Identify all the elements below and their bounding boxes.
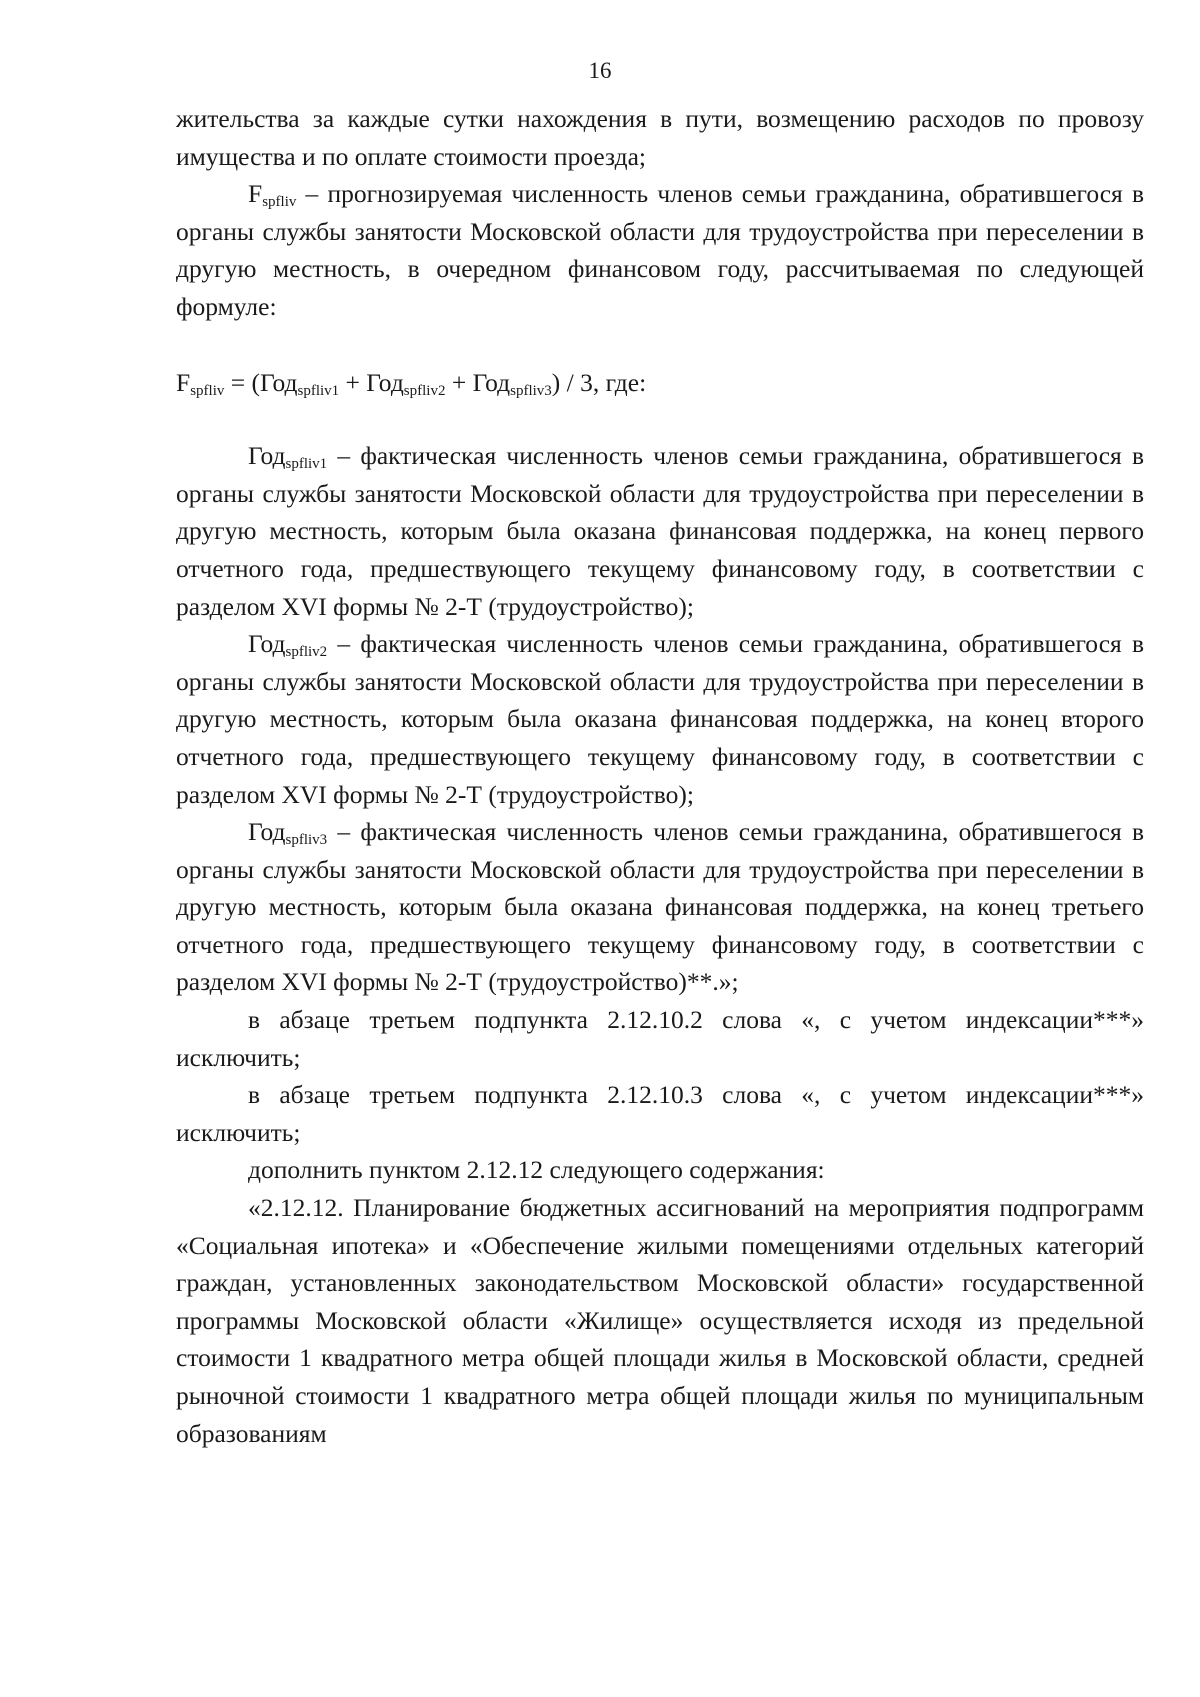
formula-term-2: Год [366, 367, 404, 397]
symbol-god-3: Год [248, 817, 286, 847]
symbol-god-2: Год [248, 629, 286, 659]
definition-text: – фактическая численность членов семьи гражданина, обратившегося в органы службы занятости Московской области для трудоустройства при переселении в другую местность, которым была оказана финансовая поддержка, на конец второго отчетного года, предшествующего текущему финансовому году, в соответствии с разделом XVI формы № 2-Т (трудоустройство); [176, 629, 1144, 809]
paragraph-exclusion-2-12-10-2: в абзаце третьем подпункта 2.12.10.2 слова «, с учетом индексации***» исключить; [176, 1005, 1144, 1072]
formula-plus-2: + [445, 367, 473, 397]
symbol-f: F [248, 179, 263, 209]
formula-term-3: Год [472, 367, 511, 397]
symbol-subscript: spfliv [262, 194, 297, 211]
paragraph-god2-definition [176, 625, 1144, 813]
formula-lhs: F [176, 367, 191, 397]
symbol-god-1: Год [248, 441, 286, 471]
symbol-god-3-subscript: spfliv3 [285, 832, 328, 849]
definition-text: – прогнозируемая численность членов семьи гражданина, обратившегося в органы службы занятости Московской области для трудоустройства при переселении в другую местность, в очередном финансовом году, рассчитываемая по следующей формуле: [176, 179, 1144, 321]
formula-lhs-subscript: spfliv [190, 382, 225, 399]
formula [176, 364, 1144, 402]
paragraph-fspfliv-definition [176, 175, 1144, 325]
definition-text: – фактическая численность членов семьи гражданина, обратившегося в органы службы занятости Московской области для трудоустройства при переселении в другую местность, которым была оказана финансовая поддержка, на конец первого отчетного года, предшествующего текущему финансовому году, в соответствии с разделом XVI формы № 2-Т (трудоустройство); [176, 441, 1144, 621]
paragraph-exclusion-2-12-10-3: в абзаце третьем подпункта 2.12.10.3 слова «, с учетом индексации***» исключить; [176, 1080, 1144, 1147]
symbol-god-1-subscript: spfliv1 [285, 456, 328, 473]
formula-term-1-subscript: spfliv1 [297, 382, 340, 399]
formula-plus-1: + [339, 367, 367, 397]
formula-tail: ) / 3, где: [551, 367, 647, 397]
formula-equals: = ( [224, 367, 260, 397]
definition-text: – фактическая численность членов семьи гражданина, обратившегося в органы службы занятости Московской области для трудоустройства при переселении в другую местность, которым была оказана финансовая поддержка, на конец третьего отчетного года, предшествующего текущему финансовому году, в соответствии с разделом XVI формы № 2-Т (трудоустройство)**.»; [176, 817, 1144, 997]
paragraph-god3-definition [176, 813, 1144, 1001]
paragraph-2-12-12: «2.12.12. Планирование бюджетных ассигнований на мероприятия подпрограмм «Социальная ипотека» и «Обеспечение жилыми помещениями отдельных категорий граждан, установленных законодательством Московской области» государственной программы Московской области «Жилище» осуществляется исходя из предельной стоимости 1 квадратного метра общей площади жилья в Московской области, средней рыночной стоимости 1 квадратного метра общей площади жилья по муниципальным образованиям [176, 1193, 1144, 1448]
paragraph-add-2-12-12: дополнить пунктом 2.12.12 следующего содержания: [248, 1155, 825, 1185]
symbol-god-2-subscript: spfliv2 [285, 644, 328, 661]
paragraph-god1-definition [176, 437, 1144, 625]
page-body [176, 100, 1144, 1452]
formula-term-1: Год [259, 367, 298, 397]
formula-term-3-subscript: spfliv3 [510, 382, 552, 399]
page-number: 16 [588, 58, 612, 83]
paragraph-continuation: жительства за каждые сутки нахождения в пути, возмещению расходов по провозу имущества и по оплате стоимости проезда; [176, 104, 1144, 171]
formula-term-2-subscript: spfliv2 [403, 382, 446, 399]
